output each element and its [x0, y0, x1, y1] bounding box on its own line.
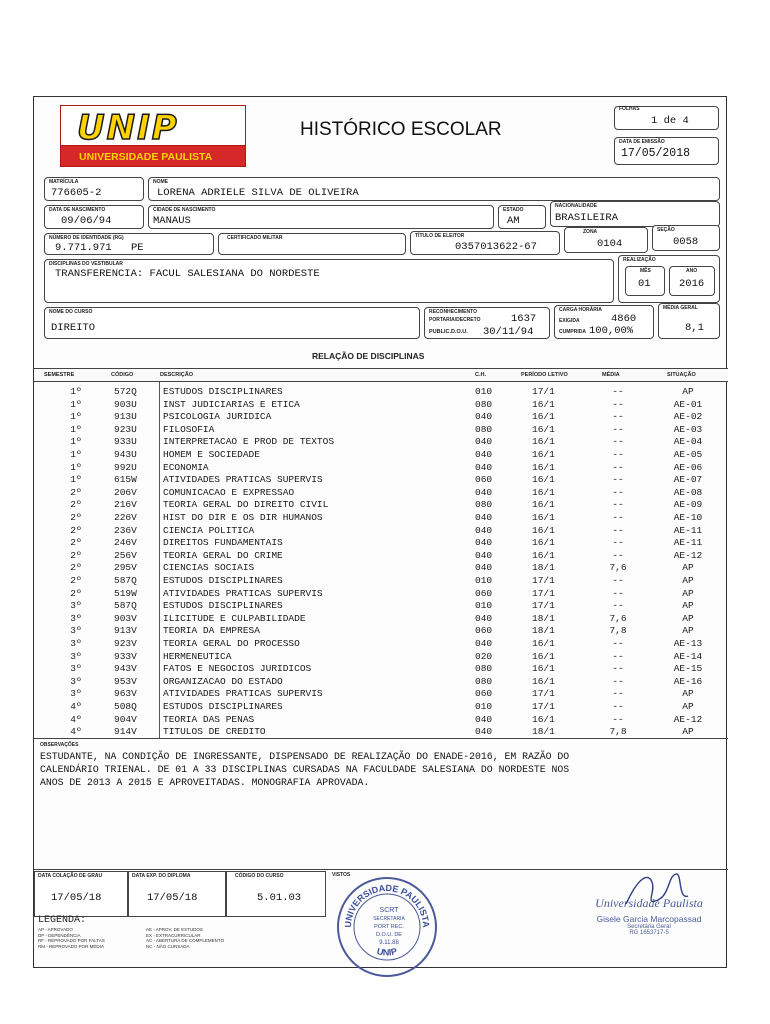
table-row: [34, 474, 728, 487]
carga-horaria-cell: 040: [475, 461, 493, 473]
descricao-cell: ESTUDOS DISCIPLINARES: [163, 575, 283, 586]
unip-logo: [60, 105, 246, 167]
media-geral-box: MÉDIA GERAL 8,1: [658, 303, 720, 339]
codigo-cell: 923U: [114, 423, 137, 435]
codigo-cell: 933U: [114, 436, 137, 448]
codigo-cell: 615W: [114, 474, 137, 486]
periodo-letivo-cell: 16/1: [532, 549, 555, 561]
table-row: [34, 714, 728, 727]
semestre-cell: 1º: [70, 386, 82, 397]
codigo-cell: 913V: [114, 625, 137, 637]
situacao-cell: AE-11: [673, 537, 703, 549]
table-row: [34, 499, 728, 512]
table-row: [34, 411, 728, 424]
descricao-cell: FILOSOFIA: [163, 423, 215, 435]
descricao-cell: TITULOS DE CREDITO: [163, 726, 266, 738]
table-row: [34, 537, 728, 550]
media-cell: --: [612, 486, 624, 498]
carga-horaria-cell: 080: [475, 675, 493, 687]
descricao-cell: COMUNICACAO E EXPRESSAO: [163, 486, 295, 498]
table-row: [34, 600, 728, 613]
descricao-cell: ESTUDOS DISCIPLINARES: [163, 600, 283, 612]
media-cell: --: [612, 386, 624, 397]
carga-horaria-cell: 040: [475, 524, 493, 536]
codigo-cell: 226V: [114, 512, 137, 523]
media-cell: --: [612, 587, 624, 599]
periodo-letivo-cell: 16/1: [532, 486, 555, 498]
descricao-cell: TEORIA DAS PENAS: [163, 713, 255, 725]
periodo-letivo-cell: 16/1: [532, 512, 555, 523]
carga-horaria-cell: 060: [475, 625, 493, 637]
table-row: [34, 512, 728, 525]
situacao-cell: AE-13: [673, 638, 703, 649]
semestre-cell: 4º: [70, 726, 82, 738]
periodo-letivo-cell: 16/1: [532, 423, 555, 435]
transcript-page: UNIP UNIVERSIDADE PAULISTA HISTÓRICO ESCOLAR FOLHAS 1 de 4 DATA DE EMISSÃO 17/05/2018 MATRÍCULA 776605-2 NOME LORENA ADRIELE SILVA DE OLIVEIRA DATA DE NASCIMENTO 09/06/94 CIDADE DE NASCIMENTO MANAUS ESTADO AM NACIONALIDADE BRASILEIRA NÚMERO DE IDENTIDADE (RG) 9.771.971 PE CERTIFICADO MILITAR TÍTULO DE ELEITOR 0357013622-67 ZONA 0104 SEÇÃO 0058 DISCIPLINAS DO VESTIBULAR TRANSFERENCIA: FACUL SALESIANA DO NORDESTE REALIZAÇÃO MÊS 01 ANO 2016 NOME DO CURSO DIREITO RECONHECIMENTO PORTARIA/DECRETO 1637 PUBLIC.D.O.U. 30/11/94 CARGA HORÁRIA EXIGIDA 4860 CUMPRIDA 100,00% MÉDIA GERAL 8,1 RELAÇÃO DE DISCIPLINAS SEMESTRE CÓDIGO DESCRIÇÃO C.H. PERÍODO LETIVO MÉDIA SITUAÇÃO 1º 572Q ESTUDOS DISCIPLINARES 010 17/1 -- AP 1º 903U INST JUDICIARIAS E ETICA 080 16/1 -- AE-01 1º 913U PSICOLOGIA JURIDICA 040 16/1 -- AE-02 1º 923U FILOSOFIA 080 16/1 -- AE-03 1º 933U INTERPRETACAO E PROD DE TEXTOS 040 16/1 -- AE-04 1º 943U HOMEM E SOCIEDADE 040 16/1 -- AE-05 1º 992U ECONOMIA 040 16/1 -- AE-06 1º 615W ATIVIDADES PRATICAS SUPERVIS 060 16/1 -- AE-07 2º 206V COMUNICACAO E EXPRESSAO 040 16/1 -- AE-08 2º 216V TEORIA GERAL DO DIREITO CIVIL 080 16/1 -- AE-09 2º 226V HIST DO DIR E OS DIR HUMANOS 040 16/1 -- AE-10 2º 236V CIENCIA POLITICA 040 16/1 -- AE-11 2º 246V DIREITOS FUNDAMENTAIS 040 16/1 -- AE-11 2º 256V TEORIA GERAL DO CRIME 040 16/1 -- AE-12 2º 295V CIENCIAS SOCIAIS 040 18/1 7,6 AP 2º 587Q ESTUDOS DISCIPLINARES 010 17/1 -- AP 2º 519W ATIVIDADES PRATICAS SUPERVIS 060 17/1 -- AP 3º 587Q ESTUDOS DISCIPLINARES 010 17/1 -- AP 3º 903V ILICITUDE E CULPABILIDADE 040 18/1 7,6 AP 3º 913V TEORIA DA EMPRESA 060 18/1 7,8 AP 3º 923V TEORIA GERAL DO PROCESSO 040 16/1 -- AE-13 3º 933V HERMENEUTICA 020 16/1 -- AE-14 3º 943V FATOS E NEGOCIOS JURIDICOS 080 16/1 -- AE-15 3º 953V ORGANIZACAO DO ESTADO 080 16/1 -- AE-16 3º 963V ATIVIDADES PRATICAS SUPERVIS 060 17/1 -- AP 4º 508Q ESTUDOS DISCIPLINARES 010 17/1 -- AP 4º 904V TEORIA DAS PENAS 040 16/1 -- AE-12 4º 914V TITULOS DE CREDITO 040 18/1 7,8 AP OBSERVAÇÕES ESTUDANTE, NA CONDIÇÃO DE INGRESSANTE, DISPENSADO DE REALIZAÇÃO DO ENADE-2016, EM RAZÃO DO CALENDÁRIO TRIENAL. DE 01 A 33 DISCIPLINAS CURSADAS NA FACULDADE SALESIANA DO NORDESTE NOS ANOS DE 2013 A 2015 E APROVEITADAS. MONOGRAFIA APROVADA. DATA COLAÇÃO DE GRAU 17/05/18 DATA EXP. DO DIPLOMA 17/05/18 CÓDIGO DO CURSO 5.01.03 VISTOS LEGENDA: AP - APROVADO DP - DEPENDÊNCIA RF - REPROVADO POR FALTAS RM - REPROVADO POR MÉDIA AE - APROV. DE ESTUDOS EX - EXTRACURRICULAR AC - ABERTURA DE COMPLEMENTO NC - NÃO CURSADA UNIVERSIDADE PAULISTA UNIP SCRT SECRETARIA PORT REC. D.O.U. DE 9.11.88 Universidade Paulista Gisele Garcia Marcopassad Secretária Geral RG 1653717-5: [33, 96, 727, 968]
media-cell: --: [612, 398, 624, 410]
codigo-curso-value: 5.01.03: [257, 892, 302, 904]
semestre-cell: 3º: [70, 625, 82, 637]
diploma-value: 17/05/18: [147, 892, 198, 904]
nacionalidade-value: BRASILEIRA: [555, 212, 619, 224]
observacao-line: ANOS DE 2013 A 2015 E APROVEITADAS. MONOGRAFIA APROVADA.: [40, 777, 370, 788]
codigo-cell: 508Q: [114, 701, 137, 712]
table-row: [34, 638, 728, 651]
descricao-cell: HOMEM E SOCIEDADE: [163, 449, 260, 460]
table-row: [34, 701, 728, 714]
semestre-cell: 1º: [70, 449, 82, 460]
codigo-cell: 992U: [114, 461, 137, 473]
cumprida-value: 100,00%: [589, 325, 634, 337]
situacao-cell: AP: [682, 600, 694, 612]
periodo-letivo-cell: 16/1: [532, 650, 555, 662]
curso-value: DIREITO: [51, 322, 96, 334]
descricao-cell: INST JUDICIARIAS E ETICA: [163, 398, 300, 410]
descricao-cell: FATOS E NEGOCIOS JURIDICOS: [163, 663, 312, 675]
situacao-cell: AE-06: [673, 461, 703, 473]
semestre-cell: 1º: [70, 436, 82, 448]
media-cell: --: [612, 701, 624, 712]
vestibular-box: DISCIPLINAS DO VESTIBULAR TRANSFERENCIA: FACUL SALESIANA DO NORDESTE: [44, 259, 614, 303]
situacao-cell: AE-15: [673, 663, 703, 675]
periodo-letivo-cell: 17/1: [532, 600, 555, 612]
situacao-cell: AE-03: [673, 423, 703, 435]
descricao-cell: HERMENEUTICA: [163, 650, 232, 662]
codigo-cell: 943V: [114, 663, 137, 675]
matricula-box: MATRÍCULA 776605-2: [44, 177, 144, 201]
carga-horaria-cell: 010: [475, 600, 493, 612]
rg-uf: PE: [131, 242, 144, 254]
semestre-cell: 1º: [70, 461, 82, 473]
semestre-cell: 2º: [70, 512, 82, 523]
carga-horaria-cell: 040: [475, 486, 493, 498]
folhas-value: 1 de 4: [651, 115, 689, 127]
descricao-cell: ILICITUDE E CULPABILIDADE: [163, 612, 306, 624]
descricao-cell: ESTUDOS DISCIPLINARES: [163, 701, 283, 712]
descricao-cell: HIST DO DIR E OS DIR HUMANOS: [163, 512, 323, 523]
periodo-letivo-cell: 18/1: [532, 612, 555, 624]
periodo-letivo-cell: 16/1: [532, 449, 555, 460]
carga-horaria-cell: 010: [475, 386, 493, 397]
semestre-cell: 2º: [70, 537, 82, 549]
media-cell: --: [612, 461, 624, 473]
realizacao-ano: 2016: [679, 278, 705, 290]
situacao-cell: AE-07: [673, 474, 703, 486]
situacao-cell: AE-12: [673, 549, 703, 561]
periodo-letivo-cell: 16/1: [532, 524, 555, 536]
situacao-cell: AE-10: [673, 512, 703, 523]
carga-horaria-cell: 040: [475, 512, 493, 523]
periodo-letivo-cell: 17/1: [532, 386, 555, 397]
situacao-cell: AP: [682, 726, 694, 738]
periodo-letivo-cell: 17/1: [532, 688, 555, 700]
periodo-letivo-cell: 16/1: [532, 713, 555, 725]
descricao-cell: ATIVIDADES PRATICAS SUPERVIS: [163, 474, 323, 486]
periodo-letivo-cell: 17/1: [532, 701, 555, 712]
codigo-cell: 519W: [114, 587, 137, 599]
table-row: [34, 550, 728, 563]
situacao-cell: AE-05: [673, 449, 703, 460]
carga-horaria-cell: 040: [475, 549, 493, 561]
rg-value: 9.771.971: [55, 242, 112, 254]
estado-value: AM: [507, 215, 520, 227]
descricao-cell: ECONOMIA: [163, 461, 209, 473]
media-cell: --: [612, 688, 624, 700]
periodo-letivo-cell: 16/1: [532, 461, 555, 473]
media-cell: --: [612, 600, 624, 612]
carga-horaria-cell: 040: [475, 449, 493, 460]
realizacao-mes: 01: [638, 278, 651, 290]
carga-horaria-cell: 080: [475, 423, 493, 435]
media-cell: --: [612, 638, 624, 649]
carga-horaria-cell: 060: [475, 474, 493, 486]
vestibular-value: TRANSFERENCIA: FACUL SALESIANA DO NORDESTE: [55, 268, 320, 280]
media-cell: --: [612, 650, 624, 662]
codigo-cell: 206V: [114, 486, 137, 498]
situacao-cell: AP: [682, 562, 694, 574]
table-row: [34, 436, 728, 449]
signature-rg: RG 1653717-5: [629, 930, 669, 936]
media-cell: --: [612, 423, 624, 435]
situacao-cell: AP: [682, 612, 694, 624]
situacao-cell: AP: [682, 701, 694, 712]
periodo-letivo-cell: 16/1: [532, 638, 555, 649]
descricao-cell: ATIVIDADES PRATICAS SUPERVIS: [163, 587, 323, 599]
stamp-ring-bottom: UNIP: [375, 946, 399, 958]
carga-horaria-cell: 080: [475, 663, 493, 675]
media-cell: --: [612, 449, 624, 460]
descricao-cell: TEORIA GERAL DO CRIME: [163, 549, 283, 561]
codigo-cell: 587Q: [114, 575, 137, 586]
carga-horaria-cell: 040: [475, 562, 493, 574]
codigo-cell: 933V: [114, 650, 137, 662]
data-emissao-value: 17/05/2018: [621, 147, 691, 160]
situacao-cell: AE-16: [673, 675, 703, 687]
table-row: [34, 588, 728, 601]
codigo-cell: 963V: [114, 688, 137, 700]
table-row: [34, 525, 728, 538]
exigida-value: 4860: [611, 313, 637, 325]
media-cell: --: [612, 436, 624, 448]
relacao-title: RELAÇÃO DE DISCIPLINAS: [312, 351, 425, 361]
media-cell: --: [612, 524, 624, 536]
descricao-cell: CIENCIAS SOCIAIS: [163, 562, 255, 574]
descricao-cell: DIREITOS FUNDAMENTAIS: [163, 537, 283, 549]
carga-horaria-cell: 040: [475, 436, 493, 448]
table-row: [34, 386, 728, 399]
semestre-cell: 1º: [70, 398, 82, 410]
reconhecimento-box: RECONHECIMENTO PORTARIA/DECRETO 1637 PUBLIC.D.O.U. 30/11/94: [424, 307, 550, 339]
semestre-cell: 1º: [70, 474, 82, 486]
realizacao-box: REALIZAÇÃO MÊS 01 ANO 2016: [618, 255, 720, 303]
semestre-cell: 2º: [70, 524, 82, 536]
legenda-title: LEGENDA:: [38, 915, 87, 926]
descricao-cell: ESTUDOS DISCIPLINARES: [163, 386, 283, 397]
carga-horaria-cell: 060: [475, 688, 493, 700]
carga-horaria-cell: 020: [475, 650, 493, 662]
table-row: [34, 424, 728, 437]
titulo-eleitor-value: 0357013622-67: [455, 241, 537, 253]
semestre-cell: 2º: [70, 549, 82, 561]
periodo-letivo-cell: 18/1: [532, 625, 555, 637]
situacao-cell: AE-09: [673, 499, 703, 511]
situacao-cell: AE-11: [673, 524, 703, 536]
situacao-cell: AP: [682, 688, 694, 700]
media-cell: 7,8: [609, 625, 627, 637]
carga-box: CARGA HORÁRIA EXIGIDA 4860 CUMPRIDA 100,00%: [554, 305, 654, 339]
situacao-cell: AE-04: [673, 436, 703, 448]
situacao-cell: AE-01: [673, 398, 703, 410]
colacao-box: DATA COLAÇÃO DE GRAU 17/05/18: [34, 871, 128, 917]
colacao-value: 17/05/18: [51, 892, 102, 904]
signature-scribble: [618, 870, 698, 910]
carga-horaria-cell: 080: [475, 398, 493, 410]
semestre-cell: 4º: [70, 701, 82, 712]
media-cell: --: [612, 411, 624, 423]
media-cell: --: [612, 663, 624, 675]
descricao-cell: CIENCIA POLITICA: [163, 524, 255, 536]
carga-horaria-cell: 040: [475, 638, 493, 649]
situacao-cell: AP: [682, 386, 694, 397]
folhas-box: FOLHAS 1 de 4: [614, 106, 719, 130]
nascimento-box: DATA DE NASCIMENTO 09/06/94: [44, 205, 144, 229]
semestre-cell: 3º: [70, 600, 82, 612]
periodo-letivo-cell: 16/1: [532, 411, 555, 423]
periodo-letivo-cell: 18/1: [532, 726, 555, 738]
media-cell: --: [612, 575, 624, 586]
codigo-cell: 914V: [114, 726, 137, 738]
stamp-inner: SCRT SECRETARIA PORT REC. D.O.U. DE 9.11.88: [373, 907, 405, 946]
codigo-cell: 904V: [114, 713, 137, 725]
semestre-cell: 3º: [70, 612, 82, 624]
semestre-cell: 3º: [70, 688, 82, 700]
table-row: [34, 676, 728, 689]
periodo-letivo-cell: 16/1: [532, 398, 555, 410]
periodo-letivo-cell: 16/1: [532, 537, 555, 549]
situacao-cell: AP: [682, 587, 694, 599]
semestre-cell: 3º: [70, 663, 82, 675]
secao-value: 0058: [673, 236, 699, 248]
situacao-cell: AE-02: [673, 411, 703, 423]
media-cell: --: [612, 713, 624, 725]
descricao-cell: ORGANIZACAO DO ESTADO: [163, 675, 283, 687]
situacao-cell: AP: [682, 625, 694, 637]
carga-horaria-cell: 040: [475, 713, 493, 725]
table-row: [34, 575, 728, 588]
semestre-cell: 1º: [70, 411, 82, 423]
table-row: [34, 625, 728, 638]
carga-horaria-cell: 010: [475, 575, 493, 586]
semestre-cell: 3º: [70, 638, 82, 649]
table-row: [34, 399, 728, 412]
university-stamp: [337, 877, 437, 977]
public-value: 30/11/94: [483, 326, 534, 338]
signature-role: Secretária Geral: [627, 924, 671, 930]
codigo-cell: 903U: [114, 398, 137, 410]
descricao-cell: PSICOLOGIA JURIDICA: [163, 411, 272, 423]
codigo-cell: 236V: [114, 524, 137, 536]
table-row: [34, 651, 728, 664]
media-cell: 7,8: [609, 726, 627, 738]
codigo-cell: 246V: [114, 537, 137, 549]
media-cell: --: [612, 474, 624, 486]
carga-horaria-cell: 060: [475, 587, 493, 599]
legenda-col2: AE - APROV. DE ESTUDOS EX - EXTRACURRICULAR AC - ABERTURA DE COMPLEMENTO NC - NÃO CURSADA: [146, 927, 225, 949]
table-row: [34, 487, 728, 500]
nome-box: NOME LORENA ADRIELE SILVA DE OLIVEIRA: [148, 177, 720, 201]
semestre-cell: 2º: [70, 499, 82, 511]
codigo-cell: 572Q: [114, 386, 137, 397]
periodo-letivo-cell: 16/1: [532, 436, 555, 448]
semestre-cell: 2º: [70, 486, 82, 498]
estado-box: ESTADO AM: [498, 205, 546, 229]
carga-horaria-cell: 040: [475, 411, 493, 423]
media-cell: --: [612, 675, 624, 687]
periodo-letivo-cell: 18/1: [532, 562, 555, 574]
media-cell: --: [612, 549, 624, 561]
observacao-line: CALENDÁRIO TRIENAL. DE 01 A 33 DISCIPLINAS CURSADAS NA FACULDADE SALESIANA DO NORDESTE NOS: [40, 764, 570, 775]
zona-value: 0104: [597, 238, 623, 250]
table-row: [34, 613, 728, 626]
matricula-value: 776605-2: [51, 187, 102, 199]
curso-box: NOME DO CURSO DIREITO: [44, 307, 420, 339]
codigo-cell: 587Q: [114, 600, 137, 612]
table-row: [34, 562, 728, 575]
semestre-cell: 4º: [70, 713, 82, 725]
legenda-col1: AP - APROVADO DP - DEPENDÊNCIA RF - REPROVADO POR FALTAS RM - REPROVADO POR MÉDIA: [38, 927, 105, 949]
descricao-cell: INTERPRETACAO E PROD DE TEXTOS: [163, 436, 335, 448]
rg-box: NÚMERO DE IDENTIDADE (RG) 9.771.971 PE: [44, 233, 214, 255]
descricao-cell: TEORIA GERAL DO DIREITO CIVIL: [163, 499, 329, 511]
carga-horaria-cell: 040: [475, 726, 493, 738]
semestre-cell: 2º: [70, 562, 82, 574]
media-geral-value: 8,1: [685, 322, 704, 334]
media-cell: --: [612, 499, 624, 511]
situacao-cell: AE-12: [673, 713, 703, 725]
situacao-cell: AE-14: [673, 650, 703, 662]
periodo-letivo-cell: 17/1: [532, 587, 555, 599]
nacionalidade-box: NACIONALIDADE BRASILEIRA: [550, 201, 720, 227]
signature-org: Universidade Paulista: [595, 896, 703, 910]
semestre-cell: 3º: [70, 650, 82, 662]
media-cell: 7,6: [609, 562, 627, 574]
media-cell: --: [612, 537, 624, 549]
codigo-cell: 923V: [114, 638, 137, 649]
media-cell: --: [612, 512, 624, 523]
signature-name: Gisele Garcia Marcopassad: [596, 914, 702, 924]
periodo-letivo-cell: 16/1: [532, 675, 555, 687]
portaria-value: 1637: [511, 313, 537, 325]
table-row: [34, 663, 728, 676]
cert-militar-box: CERTIFICADO MILITAR: [218, 233, 406, 255]
periodo-letivo-cell: 16/1: [532, 663, 555, 675]
descricao-cell: ATIVIDADES PRATICAS SUPERVIS: [163, 688, 323, 700]
periodo-letivo-cell: 16/1: [532, 474, 555, 486]
zona-box: ZONA 0104: [564, 227, 648, 253]
codigo-cell: 913U: [114, 411, 137, 423]
observacao-line: ESTUDANTE, NA CONDIÇÃO DE INGRESSANTE, DISPENSADO DE REALIZAÇÃO DO ENADE-2016, EM RAZÃO DO: [40, 751, 570, 762]
media-cell: 7,6: [609, 612, 627, 624]
semestre-cell: 2º: [70, 587, 82, 599]
carga-horaria-cell: 080: [475, 499, 493, 511]
page-title: HISTÓRICO ESCOLAR: [300, 119, 502, 140]
periodo-letivo-cell: 17/1: [532, 575, 555, 586]
titulo-eleitor-box: TÍTULO DE ELEITOR 0357013622-67: [410, 231, 560, 255]
nascimento-value: 09/06/94: [61, 215, 112, 227]
situacao-cell: AE-08: [673, 486, 703, 498]
cidade-value: MANAUS: [153, 215, 191, 227]
codigo-cell: 903V: [114, 612, 137, 624]
cidade-box: CIDADE DE NASCIMENTO MANAUS: [148, 205, 494, 229]
codigo-cell: 256V: [114, 549, 137, 561]
logo-subtitle: UNIVERSIDADE PAULISTA: [79, 151, 213, 163]
table-row: [34, 462, 728, 475]
carga-horaria-cell: 040: [475, 537, 493, 549]
codigo-cell: 295V: [114, 562, 137, 574]
descricao-cell: TEORIA GERAL DO PROCESSO: [163, 638, 300, 649]
semestre-cell: 1º: [70, 423, 82, 435]
secao-box: SEÇÃO 0058: [652, 225, 720, 251]
codigo-cell: 216V: [114, 499, 137, 511]
data-emissao-box: DATA DE EMISSÃO 17/05/2018: [614, 137, 719, 165]
signature-block: [574, 892, 724, 936]
codigo-cell: 943U: [114, 449, 137, 460]
codigo-curso-box: CÓDIGO DO CURSO 5.01.03: [226, 871, 326, 917]
codigo-cell: 953V: [114, 675, 137, 687]
semestre-cell: 3º: [70, 675, 82, 687]
semestre-cell: 2º: [70, 575, 82, 586]
carga-horaria-cell: 010: [475, 701, 493, 712]
table-row: [34, 449, 728, 462]
descricao-cell: TEORIA DA EMPRESA: [163, 625, 260, 637]
periodo-letivo-cell: 16/1: [532, 499, 555, 511]
stamp-ring-top: UNIVERSIDADE PAULISTA: [342, 882, 432, 928]
carga-horaria-cell: 040: [475, 612, 493, 624]
diploma-box: DATA EXP. DO DIPLOMA 17/05/18: [128, 871, 226, 917]
table-header: SEMESTRE CÓDIGO DESCRIÇÃO C.H. PERÍODO LETIVO MÉDIA SITUAÇÃO: [34, 368, 728, 382]
situacao-cell: AP: [682, 575, 694, 586]
table-row: [34, 688, 728, 701]
logo-wordmark: UNIP: [77, 108, 179, 148]
nome-value: LORENA ADRIELE SILVA DE OLIVEIRA: [157, 187, 359, 199]
